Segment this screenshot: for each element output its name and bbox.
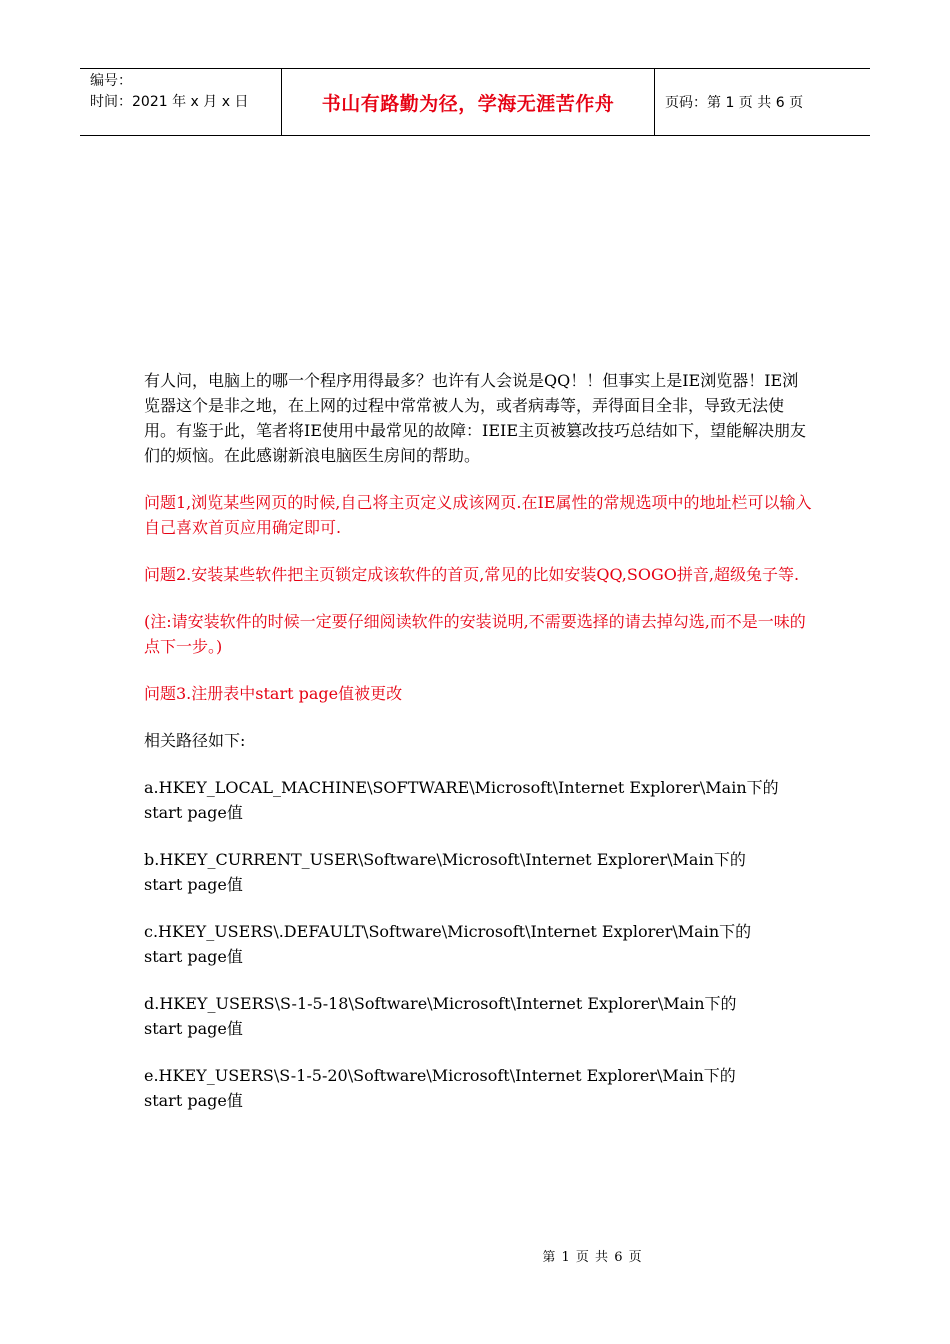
page-footer: 第 1 页 共 6 页 (542, 1250, 643, 1265)
document-number-label: 编号： (90, 73, 132, 89)
registry-value: start page值 (144, 1019, 243, 1038)
registry-value: start page值 (144, 947, 243, 966)
registry-path-item (144, 1063, 814, 1113)
registry-value: start page值 (144, 875, 243, 894)
intro-paragraph: 有人问，电脑上的哪一个程序用得最多？也许有人会说是QQ！！但事实上是IE浏览器！IE浏览器这个是非之地，在上网的过程中常常被人为，或者病毒等，弄得面目全非，导致无法使用。有鉴于此，笔者将IE使用中最常见的故障：IEIE主页被篡改技巧总结如下，望能解决朋友们的烦恼。在此感谢新浪电脑医生房间的帮助。 (144, 371, 807, 465)
registry-path-item (144, 919, 814, 969)
document-body (144, 368, 814, 1135)
registry-path: d.HKEY_USERS\S-1-5-18\Software\Microsoft\Internet Explorer\Main下的 (144, 994, 737, 1013)
header-motto: 书山有路勤为径，学海无涯苦作舟 (282, 69, 655, 135)
paths-intro: 相关路径如下: (144, 731, 246, 750)
question-1: 问题1,浏览某些网页的时候,自己将主页定义成该网页.在IE属性的常规选项中的地址栏可以输入自己喜欢首页应用确定即可. (144, 493, 812, 537)
registry-path-item (144, 991, 814, 1041)
install-note: (注:请安装软件的时候一定要仔细阅读软件的安装说明,不需要选择的请去掉勾选,而不是一味的点下一步。) (144, 612, 806, 656)
registry-path-item (144, 775, 814, 825)
document-time-label: 时间：2021 年 x 月 x 日 (90, 94, 249, 110)
header-meta (80, 69, 282, 135)
registry-path-item (144, 847, 814, 897)
header-page-info: 页码：第 1 页 共 6 页 (665, 95, 804, 111)
registry-path: e.HKEY_USERS\S-1-5-20\Software\Microsoft\Internet Explorer\Main下的 (144, 1066, 736, 1085)
registry-path: c.HKEY_USERS\.DEFAULT\Software\Microsoft\Internet Explorer\Main下的 (144, 922, 752, 941)
registry-value: start page值 (144, 803, 243, 822)
registry-value: start page值 (144, 1091, 243, 1110)
question-3: 问题3.注册表中start page值被更改 (144, 684, 403, 703)
registry-path: a.HKEY_LOCAL_MACHINE\SOFTWARE\Microsoft\Internet Explorer\Main下的 (144, 778, 779, 797)
registry-path: b.HKEY_CURRENT_USER\Software\Microsoft\Internet Explorer\Main下的 (144, 850, 746, 869)
document-header (80, 68, 870, 136)
question-2: 问题2.安装某些软件把主页锁定成该软件的首页,常见的比如安装QQ,SOGO拼音,超级兔子等. (144, 565, 800, 584)
